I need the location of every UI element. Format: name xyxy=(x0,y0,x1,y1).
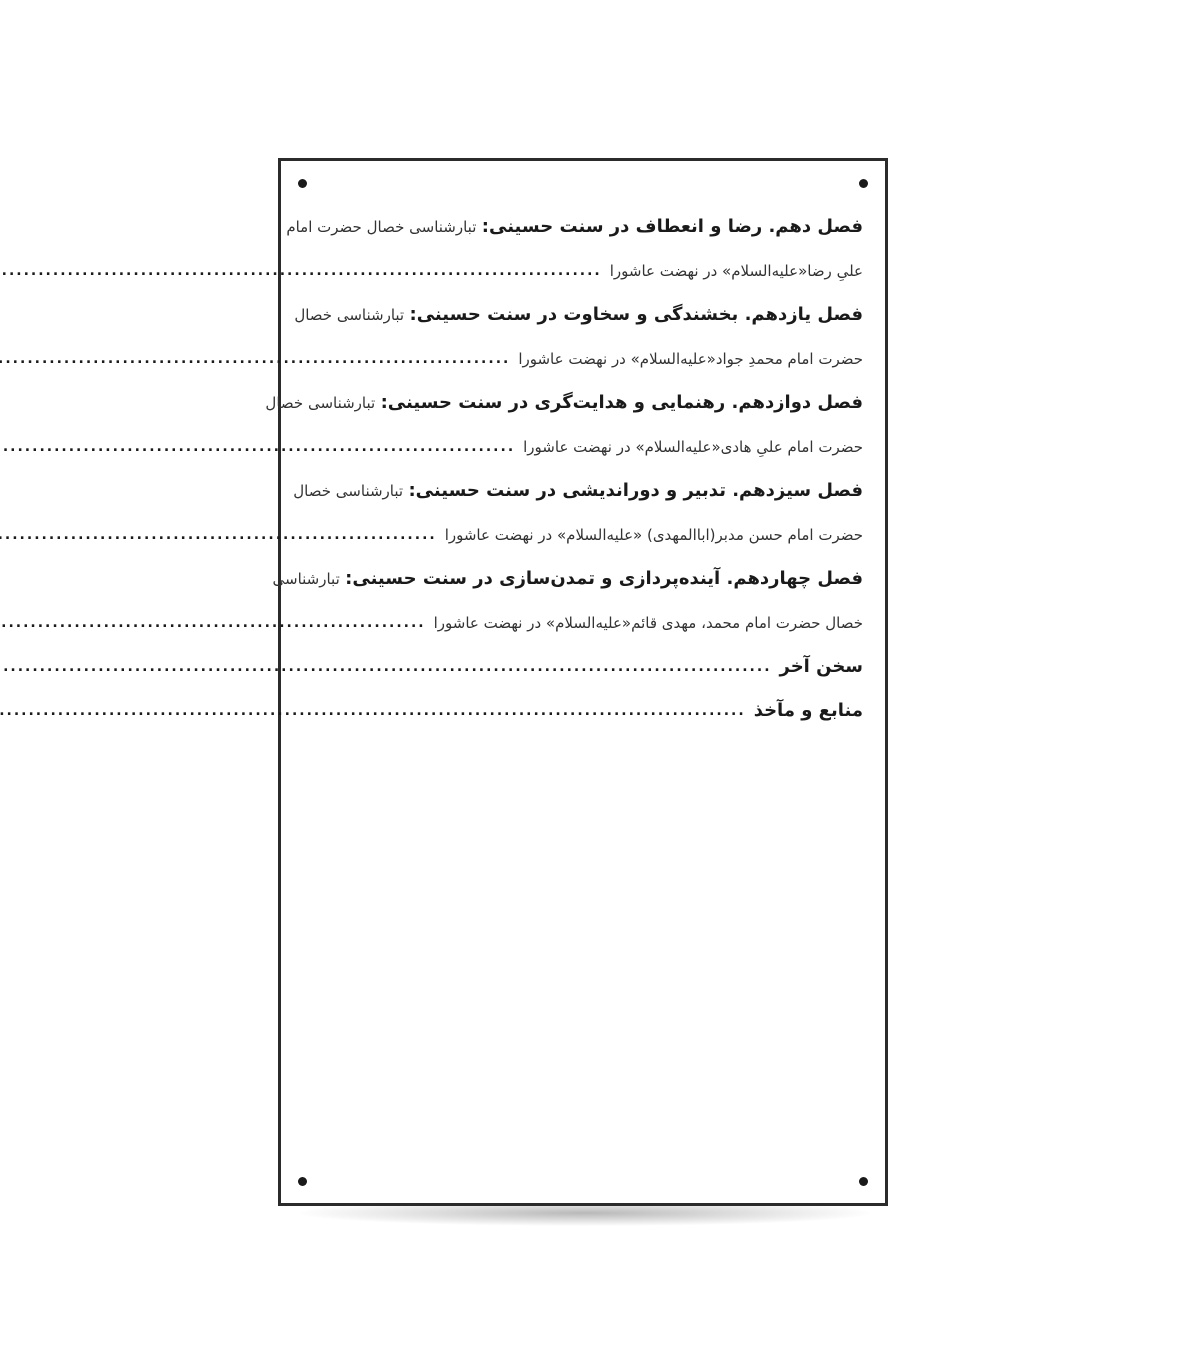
corner-pin-icon xyxy=(859,179,868,188)
toc-entry-page-line xyxy=(309,337,863,381)
toc-entry-title-line xyxy=(293,469,863,513)
chapter-subtitle-continued: حضرت امام حسن مدبر(اباالمهدی) «علیه‌السلام» در نهضت عاشورا xyxy=(444,526,863,544)
leader-dots xyxy=(0,689,746,733)
sources-label: منابع و مآخذ xyxy=(753,700,863,721)
chapter-subtitle-continued: حضرت امام محمدِ جواد«علیه‌السلام» در نهضت عاشورا xyxy=(518,350,863,368)
chapter-title: فصل سیزدهم. تدبیر و دوراندیشی در سنت حسینی: xyxy=(408,480,863,501)
table-of-contents xyxy=(265,205,863,733)
leader-dots xyxy=(0,337,510,381)
leader-dots xyxy=(0,249,602,293)
chapter-subtitle: تبارشناسی خصال حضرت امام xyxy=(286,218,477,236)
toc-entry-page-line xyxy=(309,601,863,645)
toc-entry-title-line xyxy=(265,381,863,425)
corner-pin-icon xyxy=(298,179,307,188)
chapter-subtitle-continued: حضرت امام علیِ هادی«علیه‌السلام» در نهضت عاشورا xyxy=(523,438,863,456)
closing-label: سخن آخر xyxy=(779,656,863,677)
chapter-subtitle: تبارشناسی خصال xyxy=(294,306,405,324)
chapter-subtitle: تبارشناسی xyxy=(272,570,340,588)
toc-entry-page-line xyxy=(309,249,863,293)
chapter-subtitle-continued: خصال حضرت امام محمد، مهدی قائم«علیه‌السلام» در نهضت عاشورا xyxy=(433,614,863,632)
corner-pin-icon xyxy=(298,1177,307,1186)
toc-entry-title-line xyxy=(294,293,863,337)
book-page xyxy=(265,158,888,1206)
toc-entry-sources xyxy=(309,689,863,733)
chapter-title: فصل چهاردهم. آینده‌پردازی و تمدن‌سازی در سنت حسینی: xyxy=(345,568,863,589)
chapter-title: فصل دهم. رضا و انعطاف در سنت حسینی: xyxy=(481,216,863,237)
chapter-title: فصل دوازدهم. رهنمایی و هدایت‌گری در سنت حسینی: xyxy=(380,392,863,413)
chapter-title: فصل یازدهم. بخشندگی و سخاوت در سنت حسینی: xyxy=(409,304,863,325)
leader-dots xyxy=(0,645,772,689)
toc-entry-closing xyxy=(309,645,863,689)
toc-entry-title-line xyxy=(286,205,863,249)
leader-dots xyxy=(0,601,426,645)
chapter-subtitle: تبارشناسی خصال xyxy=(265,394,376,412)
toc-entry-page-line xyxy=(309,513,863,557)
chapter-subtitle-continued: علیِ رضا«علیه‌السلام» در نهضت عاشورا xyxy=(609,262,863,280)
leader-dots xyxy=(0,425,515,469)
leader-dots xyxy=(0,513,437,557)
toc-entry-page-line xyxy=(309,425,863,469)
chapter-subtitle: تبارشناسی خصال xyxy=(293,482,404,500)
corner-pin-icon xyxy=(859,1177,868,1186)
toc-entry-title-line xyxy=(272,557,863,601)
